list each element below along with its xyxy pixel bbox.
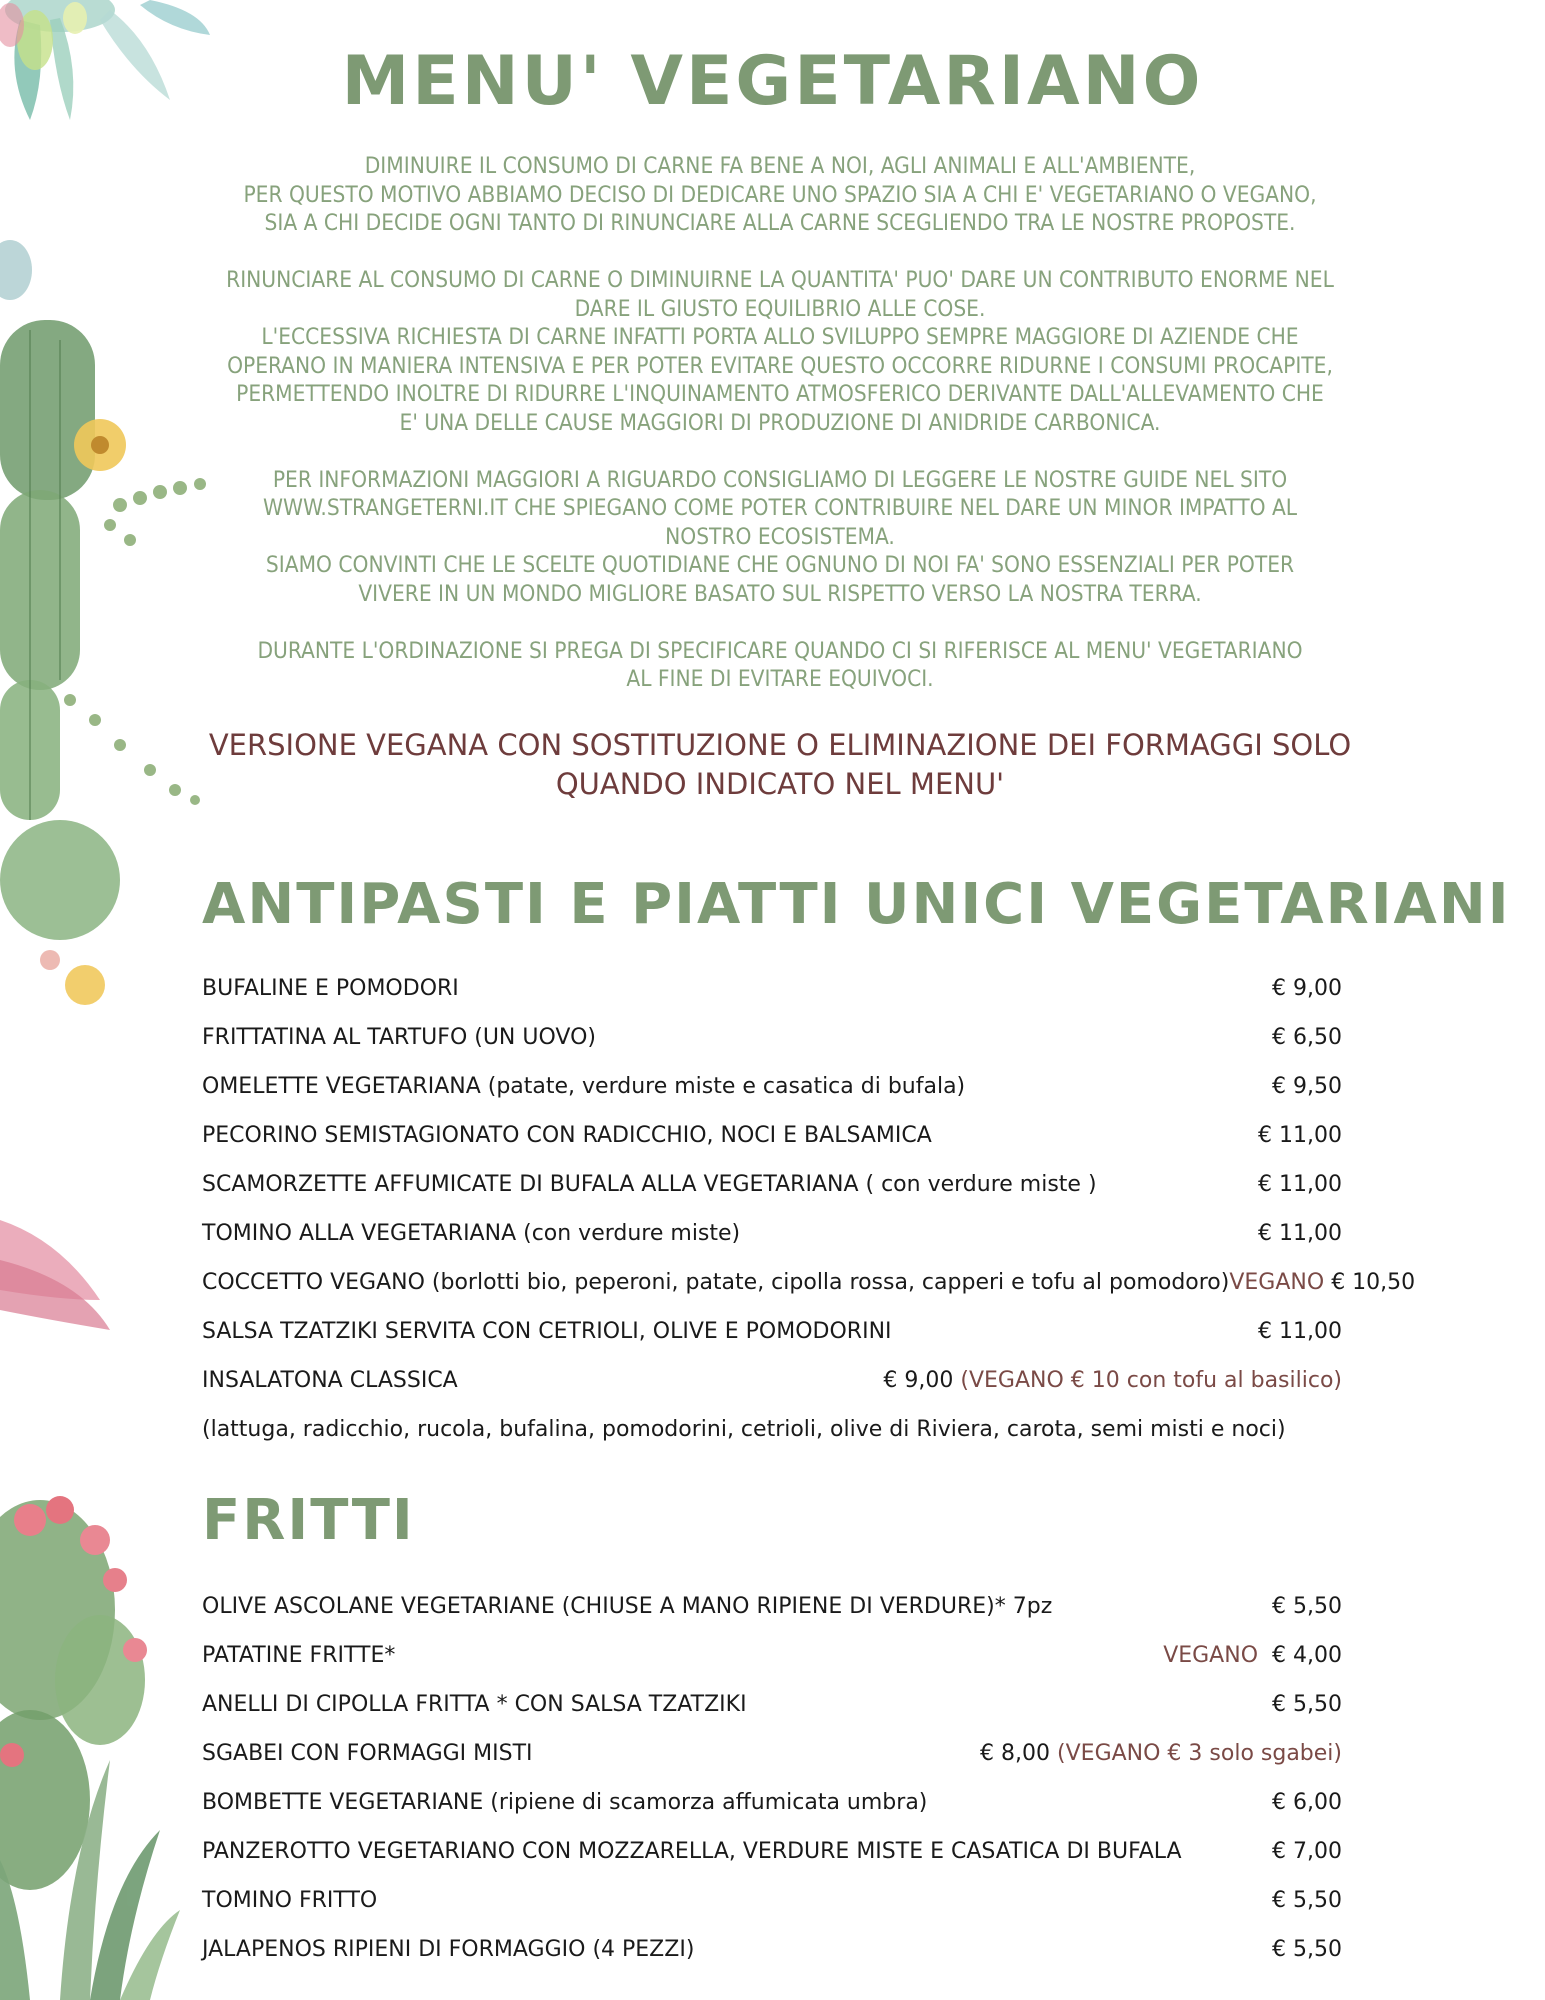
item-price: [883, 1368, 1342, 1393]
item-price: [1163, 1643, 1342, 1668]
item-name: TOMINO FRITTO: [202, 1888, 378, 1913]
item-name: COCCETTO VEGANO (borlotti bio, peperoni, patate, cipolla rossa, capperi e tofu al pomodoro): [202, 1270, 1230, 1295]
item-price-value: € 4,00: [1272, 1643, 1342, 1668]
item-name: OLIVE ASCOLANE VEGETARIANE (CHIUSE A MANO RIPIENE DI VERDURE)* 7pz: [202, 1594, 1053, 1619]
section-title-fritti: FRITTI: [202, 1488, 415, 1553]
menu-item: [202, 1839, 1342, 1888]
menu-item: [202, 1888, 1342, 1937]
menu-item: [202, 1270, 1416, 1319]
vegan-version-note: VERSIONE VEGANA CON SOSTITUZIONE O ELIMINAZIONE DEI FORMAGGI SOLO QUANDO INDICATO NEL MENU': [208, 728, 1352, 801]
vegan-variant-note: (VEGANO € 3 solo sgabei): [1057, 1741, 1342, 1766]
item-price-value: € 10,50: [1331, 1270, 1416, 1295]
pink-flower-icon: [0, 1220, 110, 1330]
menu-item: [202, 1937, 1342, 1986]
page-title: MENU' VEGETARIANO: [341, 42, 1204, 121]
item-name: TOMINO ALLA VEGETARIANA (con verdure miste): [202, 1221, 741, 1246]
item-name: BOMBETTE VEGETARIANE (ripiene di scamorza affumicata umbra): [202, 1790, 928, 1815]
item-price: € 9,00: [1272, 976, 1342, 1001]
item-name: ANELLI DI CIPOLLA FRITTA * CON SALSA TZATZIKI: [202, 1692, 747, 1717]
prickly-pear-cactus-icon: [0, 1496, 147, 1890]
menu-item: [202, 976, 1342, 1025]
item-name: JALAPENOS RIPIENI DI FORMAGGIO (4 PEZZI): [202, 1937, 695, 1962]
item-price: € 9,50: [1272, 1074, 1342, 1099]
menu-item: [202, 1319, 1342, 1368]
menu-list-fritti: [202, 1594, 1342, 1986]
cactus-illustration: [0, 320, 120, 940]
item-name: PECORINO SEMISTAGIONATO CON RADICCHIO, NOCI E BALSAMICA: [202, 1123, 932, 1148]
item-price: € 5,50: [1272, 1937, 1342, 1962]
vegan-variant-note: (VEGANO € 10 con tofu al basilico): [960, 1368, 1342, 1393]
item-name: SCAMORZETTE AFFUMICATE DI BUFALA ALLA VEGETARIANA ( con verdure miste ): [202, 1172, 1097, 1197]
yellow-flower-icon: [74, 419, 126, 471]
item-price: € 5,50: [1272, 1888, 1342, 1913]
item-price: € 11,00: [1258, 1123, 1342, 1148]
item-price: € 6,00: [1272, 1790, 1342, 1815]
menu-item: [202, 1368, 1342, 1417]
menu-item: [202, 1643, 1342, 1692]
menu-item: [202, 1692, 1342, 1741]
item-name: INSALATONA CLASSICA: [202, 1368, 458, 1393]
menu-item: [202, 1123, 1342, 1172]
item-name: FRITTATINA AL TARTUFO (UN UOVO): [202, 1025, 596, 1050]
vegan-tag: VEGANO: [1229, 1270, 1325, 1295]
menu-item: [202, 1790, 1342, 1839]
section-title-antipasti: ANTIPASTI E PIATTI UNICI VEGETARIANI: [202, 872, 1511, 937]
menu-item: [202, 1025, 1342, 1074]
vegan-tag: VEGANO: [1163, 1643, 1259, 1668]
aloe-plant-icon: [0, 1760, 180, 2000]
item-name: SALSA TZATZIKI SERVITA CON CETRIOLI, OLIVE E POMODORINI: [202, 1319, 892, 1344]
item-price: [1229, 1270, 1415, 1295]
item-price: € 11,00: [1258, 1319, 1342, 1344]
intro-paragraph: PER INFORMAZIONI MAGGIORI A RIGUARDO CONSIGLIAMO DI LEGGERE LE NOSTRE GUIDE NEL SITO WWW.STRANGETERNI.IT CHE SPIEGANO COME POTER CONTRIBUIRE NEL DARE UN MINOR IMPATTO AL NOSTRO ECOSISTEMA. SIAMO CONVINTI CHE LE SCELTE QUOTIDIANE CHE OGNUNO DI NOI FA' SONO ESSENZIALI PER POTER VIVERE IN UN MONDO MIGLIORE BASATO SUL RISPETTO VERSO LA NOSTRA TERRA.: [262, 466, 1298, 607]
item-price-value: € 9,00: [883, 1368, 954, 1393]
menu-item: [202, 1741, 1342, 1790]
intro-paragraph: DURANTE L'ORDINAZIONE SI PREGA DI SPECIFICARE QUANDO CI SI RIFERISCE AL MENU' VEGETARIANO AL FINE DI EVITARE EQUIVOCI.: [257, 637, 1303, 692]
menu-item: [202, 1221, 1342, 1270]
item-price: € 11,00: [1258, 1172, 1342, 1197]
intro-paragraph: DIMINUIRE IL CONSUMO DI CARNE FA BENE A NOI, AGLI ANIMALI E ALL'AMBIENTE, PER QUESTO MOTIVO ABBIAMO DECISO DI DEDICARE UNO SPAZIO SIA A CHI E' VEGETARIANO O VEGANO, SIA A CHI DECIDE OGNI TANTO DI RINUNCIARE ALLA CARNE SCEGLIENDO TRA LE NOSTRE PROPOSTE.: [243, 153, 1317, 236]
menu-item: [202, 1074, 1342, 1123]
menu-item: [202, 1172, 1342, 1221]
item-name: SGABEI CON FORMAGGI MISTI: [202, 1741, 533, 1766]
item-name: PANZEROTTO VEGETARIANO CON MOZZARELLA, VERDURE MISTE E CASATICA DI BUFALA: [202, 1839, 1182, 1864]
intro-paragraph: RINUNCIARE AL CONSUMO DI CARNE O DIMINUIRNE LA QUANTITA' PUO' DARE UN CONTRIBUTO ENORME NEL DARE IL GIUSTO EQUILIBRIO ALLE COSE. L'ECCESSIVA RICHIESTA DI CARNE INFATTI PORTA ALLO SVILUPPO SEMPRE MAGGIORE DI AZIENDE CHE OPERANO IN MANIERA INTENSIVA E PER POTER EVITARE QUESTO OCCORRE RIDURNE I CONSUMI PROCAPITE, PERMETTENDO INOLTRE DI RIDURRE L'INQUINAMENTO ATMOSFERICO DERIVANTE DALL'ALLEVAMENTO CHE E' UNA DELLE CAUSE MAGGIORI DI PRODUZIONE DI ANIDRIDE CARBONICA.: [226, 267, 1334, 436]
item-name: BUFALINE E POMODORI: [202, 976, 459, 1001]
menu-list-antipasti: [202, 976, 1416, 1466]
item-price: € 11,00: [1258, 1221, 1342, 1246]
item-price: € 7,00: [1272, 1839, 1342, 1864]
item-name: OMELETTE VEGETARIANA (patate, verdure miste e casatica di bufala): [202, 1074, 966, 1099]
menu-item: [202, 1594, 1342, 1643]
item-price: € 6,50: [1272, 1025, 1342, 1050]
intro-text: [180, 152, 1380, 722]
item-price: € 5,50: [1272, 1692, 1342, 1717]
item-price: € 5,50: [1272, 1594, 1342, 1619]
item-name: PATATINE FRITTE*: [202, 1643, 396, 1668]
item-description: (lattuga, radicchio, rucola, bufalina, pomodorini, cetrioli, olive di Riviera, carota, semi misti e noci): [202, 1417, 1286, 1442]
item-price-value: € 8,00: [980, 1741, 1051, 1766]
item-price: [980, 1741, 1342, 1766]
